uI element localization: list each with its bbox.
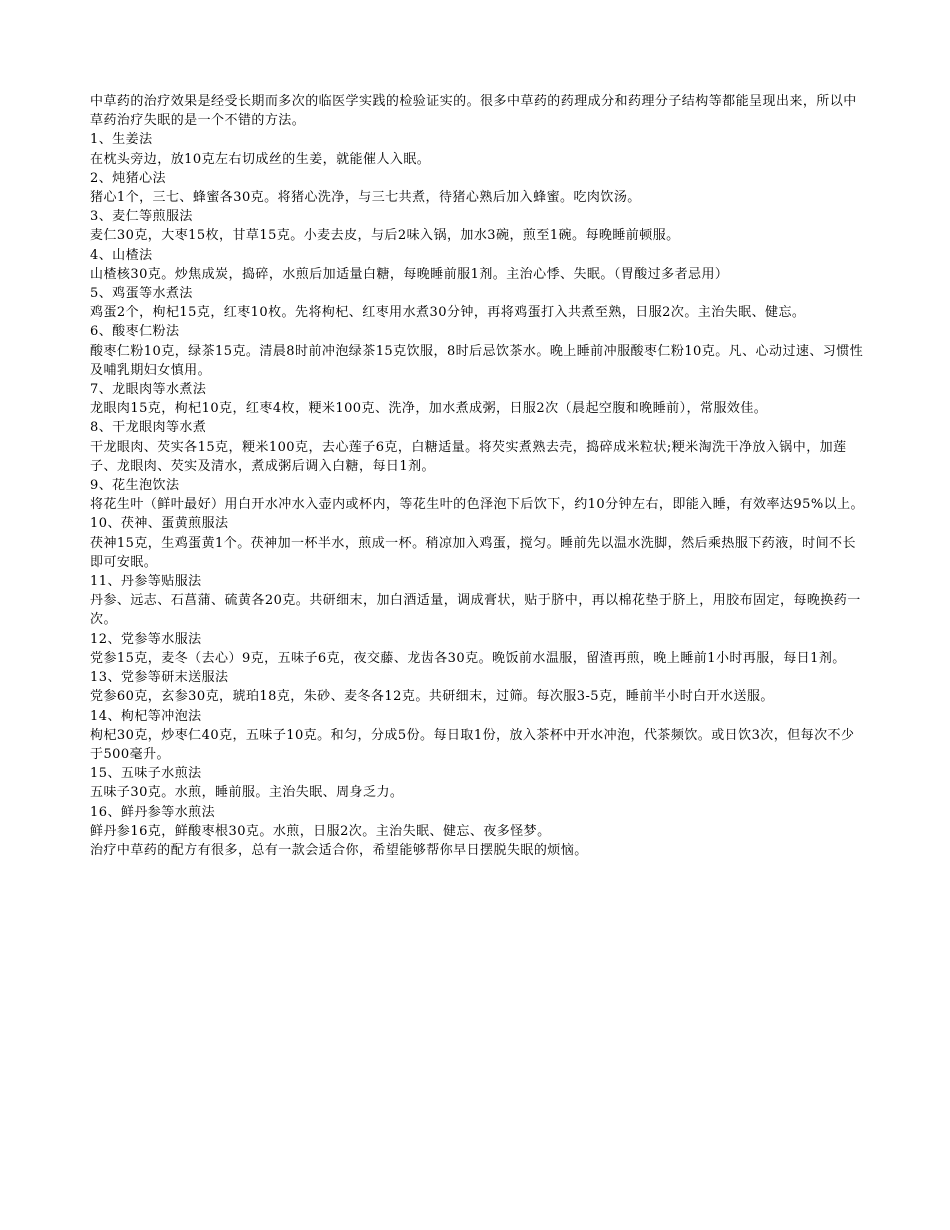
intro-paragraph: 中草药的治疗效果是经受长期而多次的临医学实践的检验证实的。很多中草药的药理成分和药理分子结构等都能呈现出来，所以中草药治疗失眠的是一个不错的方法。	[90, 94, 857, 129]
method-title: 12、党参等水服法	[90, 631, 202, 647]
method-title: 10、茯神、蛋黄煎服法	[90, 516, 229, 532]
method-body: 枸杞30克，炒枣仁40克，五味子10克。和匀，分成5份。每日取1份，放入茶杯中开水冲泡，代茶频饮。或日饮3次，但每次不少于500毫升。	[90, 727, 855, 762]
method-body: 党参15克，麦冬（去心）9克，五味子6克，夜交藤、龙齿各30克。晚饭前水温服，留渣再煎，晚上睡前1小时再服，每日1剂。	[90, 650, 846, 666]
method-title: 3、麦仁等煎服法	[90, 209, 193, 225]
method-title: 2、炖猪心法	[90, 170, 166, 186]
method-body: 党参60克，玄参30克，琥珀18克，朱砂、麦冬各12克。共研细末，过筛。每次服3-5克，睡前半小时白开水送服。	[90, 689, 774, 705]
document-body	[90, 92, 865, 860]
method-body: 茯神15克，生鸡蛋黄1个。茯神加一杯半水，煎成一杯。稍凉加入鸡蛋，搅匀。睡前先以温水洗脚，然后乘热服下药液，时间不长即可安眠。	[90, 535, 856, 570]
method-title: 15、五味子水煎法	[90, 766, 202, 782]
method-body: 鲜丹参16克，鲜酸枣根30克。水煎，日服2次。主治失眠、健忘、夜多怪梦。	[90, 823, 551, 839]
method-title: 13、党参等研末送服法	[90, 670, 229, 686]
method-body: 五味子30克。水煎，睡前服。主治失眠、周身乏力。	[90, 785, 404, 801]
method-body: 鸡蛋2个，枸杞15克，红枣10枚。先将枸杞、红枣用水煮30分钟，再将鸡蛋打入共煮至熟，日服2次。主治失眠、健忘。	[90, 305, 806, 321]
method-body: 龙眼肉15克，枸杞10克，红枣4枚，粳米100克、洗净，加水煮成粥，日服2次（晨起空腹和晚睡前），常服效佳。	[90, 401, 768, 417]
method-title: 11、丹参等贴服法	[90, 574, 202, 590]
method-title: 5、鸡蛋等水煮法	[90, 286, 193, 302]
method-body: 山楂核30克。炒焦成炭，捣碎，水煎后加适量白糖，每晚睡前服1剂。主治心悸、失眠。（胃酸过多者忌用）	[90, 266, 729, 282]
method-body: 丹参、远志、石菖蒲、硫黄各20克。共研细末，加白酒适量，调成膏状，贴于脐中，再以棉花垫于脐上，用胶布固定，每晚换药一次。	[90, 593, 861, 628]
method-title: 7、龙眼肉等水煮法	[90, 382, 207, 398]
method-body: 干龙眼肉、芡实各15克，粳米100克，去心莲子6克，白糖适量。将芡实煮熟去壳，捣碎成米粒状;粳米淘洗干净放入锅中，加莲子、龙眼肉、芡实及清水，煮成粥后调入白糖，每日1剂。	[90, 439, 847, 474]
method-title: 16、鲜丹参等水煎法	[90, 804, 216, 820]
method-title: 4、山楂法	[90, 247, 153, 263]
method-body: 酸枣仁粉10克，绿茶15克。清晨8时前冲泡绿茶15克饮服，8时后忌饮茶水。晚上睡前冲服酸枣仁粉10克。凡、心动过速、习惯性及哺乳期妇女慎用。	[90, 343, 864, 378]
method-title: 6、酸枣仁粉法	[90, 324, 180, 340]
method-title: 14、枸杞等冲泡法	[90, 708, 202, 724]
method-body: 在枕头旁边，放10克左右切成丝的生姜，就能催人入眠。	[90, 151, 431, 167]
method-body: 麦仁30克，大枣15枚，甘草15克。小麦去皮，与后2味入锅，加水3碗，煎至1碗。每晚睡前顿服。	[90, 228, 680, 244]
method-title: 1、生姜法	[90, 132, 153, 148]
conclusion-paragraph: 治疗中草药的配方有很多，总有一款会适合你，希望能够帮你早日摆脱失眠的烦恼。	[90, 842, 588, 858]
method-title: 9、花生泡饮法	[90, 478, 180, 494]
method-body: 将花生叶（鲜叶最好）用白开水冲水入壶内或杯内，等花生叶的色泽泡下后饮下，约10分钟左右，即能入睡，有效率达95%以上。	[90, 497, 864, 513]
method-title: 8、干龙眼肉等水煮	[90, 420, 207, 436]
method-body: 猪心1个，三七、蜂蜜各30克。将猪心洗净，与三七共煮，待猪心熟后加入蜂蜜。吃肉饮汤。	[90, 190, 641, 206]
